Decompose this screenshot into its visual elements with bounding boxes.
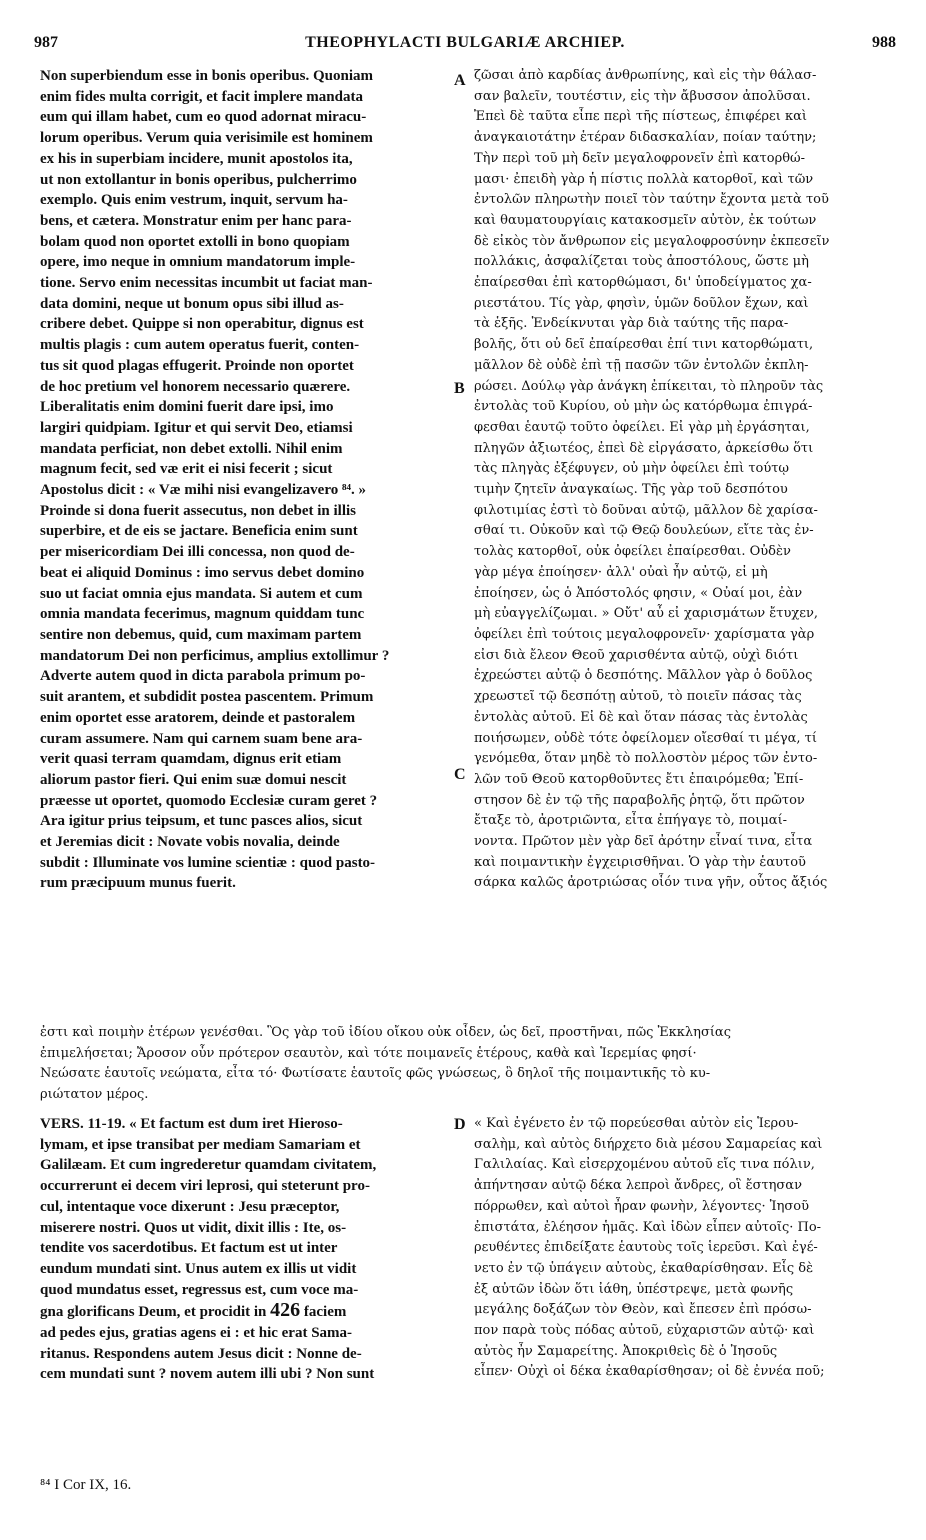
greek-text-line: ρώσει. Δούλῳ γὰρ ἀνάγκη ἐπίκειται, τὸ πληροῦν τὰς — [474, 378, 824, 394]
latin-text-line: rum præcipuum munus fuerit. — [40, 875, 236, 892]
greek-text-line: σαν βαλεῖν, τουτέστιν, εἰς τὴν ἄβυσσον ἀπολῦσαι. — [474, 88, 811, 104]
latin-text-line: Ara igitur prius teipsum, et tunc pasces alios, sicut — [40, 813, 363, 830]
latin-text-line: ut non extollantur in bonis operibus, pulcherrimo — [40, 171, 357, 188]
latin-text-line: tione. Servo enim necessitas incumbit ut faciat man- — [40, 275, 373, 292]
greek-text-line: ἐπιμελήσεται; Ἄροσον οὖν πρότερον σεαυτὸν, καὶ τότε ποιμανεῖς ἑτέρους, καθὰ καὶ Ἱερεμίας φησί· — [40, 1045, 697, 1061]
greek-text-line: ἐποίησεν, ὡς ὁ Ἀπόστολός φησιν, « Οὐαί μοι, ἐὰν — [474, 585, 803, 601]
greek-text-line: Ἐπεὶ δὲ ταῦτα εἶπε περὶ τῆς πίστεως, ἐπιφέρει καὶ — [474, 109, 807, 125]
greek-text-line: νετο ἐν τῷ ὑπάγειν αὐτοὺς, ἐκαθαρίσθησαν. Εἷς δὲ — [474, 1260, 814, 1276]
latin-text-line: exemplo. Quis enim vestrum, inquit, servum ha- — [40, 192, 348, 209]
latin-text-line: multis plagis : cum autem operatus fuerit, conten- — [40, 337, 360, 354]
greek-text-line: ριεστάτου. Τίς γὰρ, φησὶν, ὑμῶν δοῦλον ἔχων, καὶ — [474, 295, 809, 311]
latin-text-line: largiri quidpiam. Igitur et qui servit Deo, etiamsi — [40, 419, 353, 436]
latin-text-line: subdit : Illuminate vos lumine scientiæ : quod pasto- — [40, 854, 376, 871]
latin-text-line: superbire, et de eis se jactare. Beneficia enim sunt — [40, 523, 358, 540]
latin-text-line: beat ei aliquid Dominus : imo servus debet domino — [40, 564, 365, 581]
greek-text-line: μὴ εὐαγγελίζωμαι. » Οὔτ' αὖ εἰ χαρισμάτων ἔτυχεν, — [474, 606, 818, 622]
greek-text-line: Τὴν περὶ τοῦ μὴ δεῖν μεγαλοφρονεῖν ἐπὶ κατορθώ- — [474, 150, 806, 166]
latin-text-line: Proinde si dona fuerit assecutus, non debet in illis — [40, 502, 357, 519]
greek-text-line: εἶπεν· Οὐχὶ οἱ δέκα ἐκαθαρίσθησαν; οἱ δὲ ἐννέα ποῦ; — [474, 1364, 825, 1380]
greek-text-line: μᾶλλον δὲ οὐδὲ ἐπὶ τῇ πασῶν τῶν ἐντολῶν ἐκπλη- — [474, 357, 809, 373]
greek-text-line: γενόμεθα, ὅταν μηδὲ τὸ πολλοστὸν μέρος τῶν ἐντο- — [474, 751, 818, 767]
section-marker-d: D — [454, 1116, 466, 1133]
greek-text-line: μασι· ἐπειδὴ γὰρ ἡ πίστις πολλὰ κατορθοῖ, καὶ τῶν — [474, 171, 814, 187]
greek-text-line: ριώτατον μέρος. — [40, 1087, 149, 1103]
greek-text-line: πληγῶν ἀξιωτέος, ἐπεὶ δὲ εἰργάσατο, ἀρκείσθω ὅτι — [474, 440, 814, 456]
greek-text-line: ὀφείλει ἐπὶ τούτοις μεγαλοφρονεῖν· χαρίσματα γὰρ — [474, 626, 815, 642]
latin-text-line: curam assumere. Nam qui carnem suam bene ara- — [40, 730, 363, 747]
inline-page-number: 426 — [270, 1300, 301, 1322]
greek-column-top — [474, 66, 892, 894]
latin-text-line: data domini, neque ut bonum opus sibi illud as- — [40, 295, 344, 312]
latin-text-line: mandatorum Dei non perficimus, amplius extollimur ? — [40, 647, 390, 664]
greek-text-line: γὰρ μέγα ἐποίησεν· ἀλλ' οὐαὶ ἦν αὐτῷ, εἰ μὴ — [474, 564, 768, 580]
latin-text-line: suit arantem, et subdidit postea pascentem. Primum — [40, 689, 374, 706]
latin-text-line: de hoc pretium vel honorem necessario quærere. — [40, 378, 351, 395]
greek-text-line: φιλοτιμίας ἐστὶ τὸ δοῦναι αὐτῷ, μᾶλλον δὲ χαρίσα- — [474, 502, 818, 518]
greek-text-line: ἐξ αὐτῶν ἰδὼν ὅτι ἰάθη, ὑπέστρεψε, μετὰ φωνῆς — [474, 1281, 794, 1297]
latin-text-line: Apostolus dicit : « Væ mihi nisi evangelizavero ⁸⁴. » — [40, 482, 366, 499]
greek-text-line: τὰ ἑξῆς. Ἐνδείκνυται γὰρ διὰ ταύτης τῆς παρα- — [474, 316, 789, 332]
latin-text-line: eum qui illam habet, cum eo quod adornat miracu- — [40, 109, 367, 126]
latin-text-line: Liberalitatis enim domini fuerit dare ipsi, imo — [40, 399, 334, 416]
greek-text-line: δὲ εἰκὸς τὸν ἄνθρωπον εἰς μεγαλοφροσύνην ἐκπεσεῖν — [474, 233, 830, 249]
greek-text-line: ἐπιστάτα, ἐλέησον ἡμᾶς. Καὶ ἰδὼν εἶπεν αὐτοῖς· Πο- — [474, 1219, 822, 1235]
greek-text-line: ἔταξε τὸ, ἀροτριῶντα, εἶτα ἐπήγαγε τὸ, ποιμαί- — [474, 813, 788, 829]
greek-text-line: ζῶσαι ἀπὸ καρδίας ἀνθρωπίνης, καὶ εἰς τὴν θάλασ- — [474, 68, 817, 83]
latin-text-line: bens, et cætera. Monstratur enim per hanc para- — [40, 212, 352, 229]
greek-text-line: ἐπαίρεσθαι ἐπὶ κατορθώμασι, δι' ὑποδείγματος χα- — [474, 275, 812, 291]
latin-text-line: occurrerunt ei decem viri leprosi, qui steterunt pro- — [40, 1178, 370, 1195]
greek-text-line: ἐντολῶν πληρωτὴν ποιεῖ τὸν ταύτην ἔχοντα μετὰ τοῦ — [474, 192, 829, 208]
latin-text-line: præesse ut oportet, quomodo Ecclesiæ curam geret ? — [40, 792, 378, 809]
greek-text-line: τολὰς κατορθοῖ, οὐκ ὀφείλει ἐπαίρεσθαι. Οὐδὲν — [474, 544, 791, 560]
greek-text-line: σθαί τι. Οὐκοῦν καὶ τῷ Θεῷ δουλεύων, εἴτε τὰς ἐν- — [474, 523, 814, 539]
latin-text-line: enim fides multa corrigit, et facit implere mandata — [40, 88, 363, 105]
greek-text-line: καὶ θαυματουργίαις κατακοσμεῖν αὐτὸν, ἐκ τούτων — [474, 212, 817, 228]
latin-text-line: lymam, et ipse transibat per mediam Samariam et — [40, 1136, 361, 1153]
section-marker-a: A — [454, 72, 466, 89]
latin-text-line: opere, imo neque in omnium mandatorum imple- — [40, 254, 356, 271]
latin-text-fragment: gna glorificans Deum, et procidit in — [40, 1304, 271, 1321]
greek-text-line: ἀπήντησαν αὐτῷ δέκα λεπροὶ ἄνδρες, οἳ ἔστησαν — [474, 1178, 802, 1194]
greek-text-line: σάρκα καλῶς ἀροτριώσας οἷόν τινα γῆν, οὗτος ἄξιός — [474, 875, 828, 891]
greek-text-line: πον παρὰ τοὺς πόδας αὐτοῦ, εὐχαριστῶν αὐτῷ· καὶ — [474, 1323, 815, 1339]
greek-text-line: λῶν τοῦ Θεοῦ κατορθοῦντες ἔτι ἐπαιρόμεθα; Ἐπί- — [474, 771, 804, 787]
latin-text-line: cem mundati sunt ? novem autem illi ubi ? Non sunt — [40, 1366, 375, 1383]
latin-text-line: ex his in superbiam incidere, munit apostolos ita, — [40, 150, 353, 167]
greek-column-bottom — [474, 1114, 892, 1383]
greek-text-line: ρευθέντες ἐπιδείξατε ἑαυτοὺς τοῖς ἱερεῦσι. Καὶ ἐγέ- — [474, 1240, 818, 1256]
latin-text-line: quod mundatus esset, regressus est, cum voce ma- — [40, 1281, 359, 1298]
greek-text-line: βολῆς, ὅτι οὐ δεῖ ἐπαίρεσθαι ἐπί τινι κατορθώματι, — [474, 337, 814, 353]
greek-text-line: χρεωστεῖ τῷ δεσπότῃ αὐτοῦ, τὸ ποιεῖν πάσας τὰς — [474, 689, 802, 705]
greek-text-line: ποιήσωμεν, οὐδὲ τότε ὀφείλομεν οἴεσθαί τι μέγα, τί — [474, 730, 817, 746]
latin-text-line: eundum mundati sint. Unus autem ex illis ut vidit — [40, 1260, 357, 1277]
latin-text-line: et Jeremias dicit : Novate vobis novalia, deinde — [40, 834, 340, 851]
greek-text-line: Γαλιλαίας. Καὶ εἰσερχομένου αὐτοῦ εἴς τινα πόλιν, — [474, 1157, 815, 1173]
greek-text-line: « Καὶ ἐγένετο ἐν τῷ πορεύεσθαι αὐτὸν εἰς Ἱερου- — [474, 1116, 799, 1131]
latin-text-line — [40, 1300, 446, 1323]
greek-text-line: φεσθαι ἑαυτῷ τοῦτο ὀφείλει. Εἰ γὰρ μὴ ἐργάσηται, — [474, 419, 810, 435]
latin-text-line: Adverte autem quod in dicta parabola primum po- — [40, 668, 366, 685]
greek-text-line: πολλάκις, ἀσφαλίζεται τοὺς ἀποστόλους, ὥστε μὴ — [474, 254, 809, 270]
page-number-right: 988 — [872, 34, 896, 51]
page-header — [34, 28, 896, 58]
latin-text-line: mandata perficiat, non debet extolli. Nihil enim — [40, 440, 343, 457]
latin-text-line: bolam quod non oportet extolli in bono quopiam — [40, 233, 350, 250]
greek-text-line: ἐντολὰς αὐτοῦ. Εἰ δὲ καὶ ὅταν πάσας τὰς ἐντολὰς — [474, 709, 808, 725]
greek-text-line: καὶ ποιμαντικὴν ἐγχειρισθῆναι. Ὁ γὰρ τὴν ἑαυτοῦ — [474, 854, 806, 870]
latin-text-line: Galilæam. Et cum ingrederetur quamdam civitatem, — [40, 1157, 377, 1174]
greek-text-line: Νεώσατε ἑαυτοῖς νεώματα, εἶτα τό· Φωτίσατε ἑαυτοῖς φῶς γνώσεως, ὃ δηλοῖ τῆς ποιμαντικῆς τὸ κυ- — [40, 1066, 711, 1082]
greek-text-line: ἀναγκαιοτάτην ἑτέραν διδασκαλίαν, ποίαν ταύτην; — [474, 130, 817, 146]
greek-text-line: αὐτὸς ἦν Σαμαρείτης. Ἀποκριθεὶς δὲ ὁ Ἰησοῦς — [474, 1343, 778, 1359]
latin-text-line: VERS. 11-19. « Et factum est dum iret Hieroso- — [40, 1116, 343, 1132]
latin-text-line: cul, intentaque voce dixerunt : Jesu præceptor, — [40, 1198, 340, 1215]
greek-text-line: ἐντολὰς τοῦ Κυρίου, οὐ μὴν ὡς κατόρθωμα ἐπιγρά- — [474, 399, 813, 415]
greek-text-line: μεγάλης δοξάζων τὸν Θεὸν, καὶ ἔπεσεν ἐπὶ πρόσω- — [474, 1302, 812, 1318]
greek-full-width-text — [40, 1023, 890, 1106]
page-number-left: 987 — [34, 34, 58, 51]
section-marker-c: C — [454, 766, 466, 783]
greek-text-line: σαλὴμ, καὶ αὐτὸς διήρχετο διὰ μέσου Σαμαρείας καὶ — [474, 1136, 823, 1152]
latin-text-line: Non superbiendum esse in bonis operibus. Quoniam — [40, 68, 374, 84]
latin-text-line: tendite vos sacerdotibus. Et factum est ut inter — [40, 1240, 338, 1257]
greek-text-line: πόρρωθεν, καὶ αὐτοὶ ἦραν φωνὴν, λέγοντες· Ἰησοῦ — [474, 1198, 809, 1214]
latin-column-top — [40, 66, 446, 894]
latin-text-line: ad pedes ejus, gratias agens ei : et hic erat Sama- — [40, 1325, 353, 1342]
latin-text-line: tus sit quod plagas effugerit. Proinde non oportet — [40, 357, 354, 374]
section-marker-b: B — [454, 380, 465, 397]
latin-text-fragment: faciem — [300, 1304, 347, 1321]
greek-text-line: εἰσι διὰ ἔλεον Θεοῦ χαρισθέντα αὐτῷ, οὐχὶ διότι — [474, 647, 799, 663]
latin-text-line: suo ut faciat omnia ejus mandata. Si autem et cum — [40, 585, 363, 602]
latin-text-line: aliorum pastor fieri. Qui enim suæ domui nescit — [40, 771, 347, 788]
latin-text-line: magnum fecit, sed væ erit ei nisi fecerit ; sicut — [40, 461, 333, 478]
latin-text-line: ritanus. Respondens autem Jesus dicit : Nonne de- — [40, 1345, 362, 1362]
latin-text-line: lorum operibus. Verum quia verisimile est hominem — [40, 130, 373, 147]
footnote: ⁸⁴ I Cor IX, 16. — [40, 1477, 132, 1493]
greek-text-line: τὰς πληγὰς ἐξέφυγεν, οὐ μὴν ὀφείλει ἐπὶ τούτῳ — [474, 461, 790, 477]
latin-text-line: omnia mandata fecerimus, magnum quiddam tunc — [40, 606, 365, 623]
latin-text-line: per misericordiam Dei illi concessa, non quod de- — [40, 544, 355, 561]
latin-text-line: enim oportet esse aratorem, deinde et pastoralem — [40, 709, 356, 726]
greek-text-line: τιμὴν ζητεῖν ἀναγκαίως. Τῆς γὰρ τοῦ δεσπότου — [474, 482, 788, 498]
greek-text-line: ἐχρεώστει αὐτῷ ὁ δεσπότης. Μᾶλλον γὰρ ὁ δοῦλος — [474, 668, 813, 684]
latin-text-line: cribere debet. Quippe si non operabitur, dignus est — [40, 316, 364, 333]
running-title: THEOPHYLACTI BULGARIÆ ARCHIEP. — [305, 34, 625, 51]
latin-text-line: miserere nostri. Quos ut vidit, dixit illis : Ite, os- — [40, 1219, 347, 1236]
greek-text-line: νοντα. Πρῶτον μὲν γὰρ δεῖ ἀρότην εἶναί τινα, εἶτα — [474, 834, 813, 850]
latin-text-line: sentire non debemus, quid, cum maximam partem — [40, 626, 362, 643]
latin-column-bottom — [40, 1114, 446, 1385]
greek-text-line: ἐστι καὶ ποιμὴν ἑτέρων γενέσθαι. Ὃς γὰρ τοῦ ἰδίου οἴκου οὐκ οἶδεν, ὡς δεῖ, προστῆναι, πῶς Ἐκκλησίας — [40, 1025, 731, 1040]
latin-text-line: verit quasi terram quamdam, dignus erit etiam — [40, 751, 342, 768]
greek-text-line: στησον δὲ ἐν τῷ τῆς παραβολῆς ῥητῷ, ὅτι πρῶτον — [474, 792, 805, 808]
